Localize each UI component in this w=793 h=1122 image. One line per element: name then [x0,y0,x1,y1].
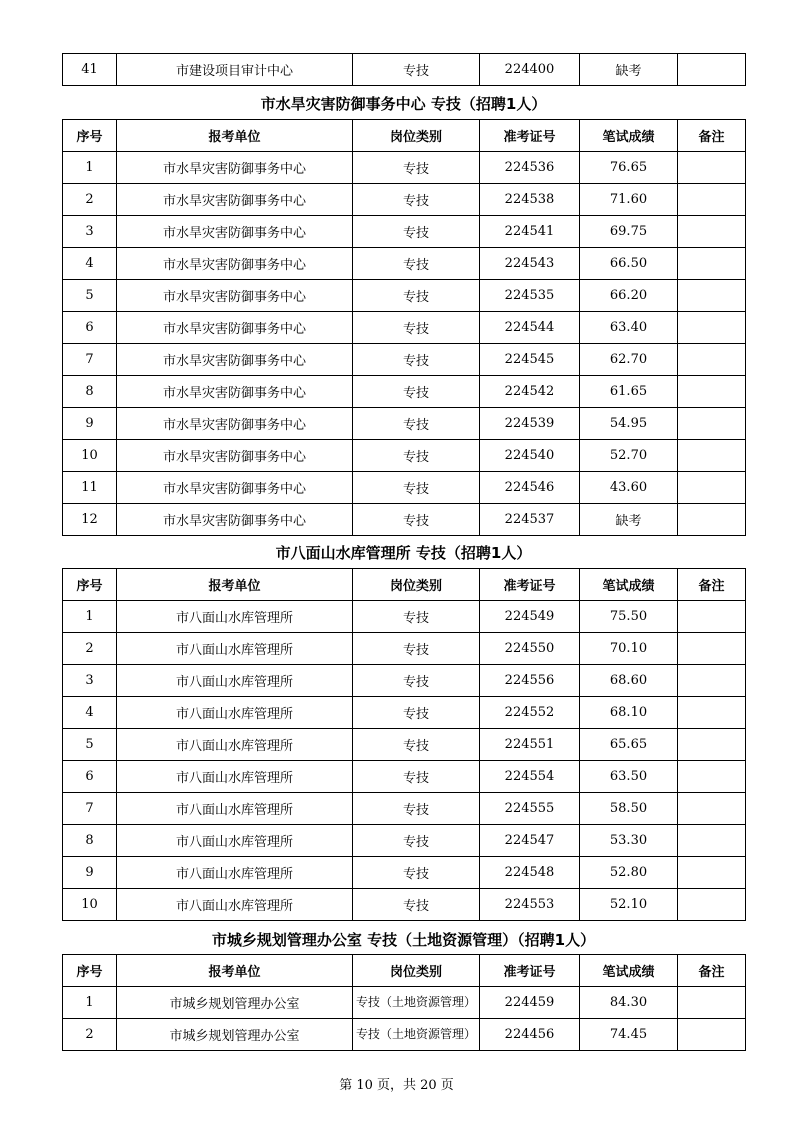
table-row [63,987,746,1019]
cell-exam-id: 224548 [480,857,580,889]
cell-unit: 市水旱灾害防御事务中心 [117,504,353,536]
cell-exam-id: 224555 [480,793,580,825]
header-category: 岗位类别 [353,120,480,152]
cell-score: 52.10 [580,889,678,921]
header-category: 岗位类别 [353,569,480,601]
table-row [63,440,746,472]
cell-unit: 市水旱灾害防御事务中心 [117,376,353,408]
cell-category: 专技 [353,280,480,312]
cell-exam-id: 224540 [480,440,580,472]
cell-exam-id: 224545 [480,344,580,376]
header-exam-id: 准考证号 [480,955,580,987]
cell-unit: 市八面山水库管理所 [117,793,353,825]
cell-unit: 市八面山水库管理所 [117,665,353,697]
cell-unit: 市八面山水库管理所 [117,761,353,793]
cell-category: 专技 [353,761,480,793]
cell-note [678,857,746,889]
cell-score: 68.60 [580,665,678,697]
cell-exam-id: 224542 [480,376,580,408]
cell-exam-id: 224546 [480,472,580,504]
header-note: 备注 [678,120,746,152]
table-row [63,825,746,857]
table-row [63,633,746,665]
cell-category: 专技（土地资源管理） [353,1019,480,1051]
top-table [62,53,746,86]
table-row [63,793,746,825]
header-score: 笔试成绩 [580,569,678,601]
cell-score: 75.50 [580,601,678,633]
table-row [63,344,746,376]
cell-unit: 市水旱灾害防御事务中心 [117,312,353,344]
cell-category: 专技 [353,408,480,440]
cell-unit: 市水旱灾害防御事务中心 [117,440,353,472]
header-exam-id: 准考证号 [480,569,580,601]
cell-score: 74.45 [580,1019,678,1051]
cell-category: 专技 [353,857,480,889]
cell-exam-id: 224539 [480,408,580,440]
cell-no: 6 [63,761,117,793]
cell-unit: 市八面山水库管理所 [117,729,353,761]
cell-category: 专技 [353,825,480,857]
cell-category: 专技 [353,504,480,536]
cell-exam-id: 224400 [480,54,580,86]
cell-score: 43.60 [580,472,678,504]
cell-exam-id: 224544 [480,312,580,344]
table-row [63,601,746,633]
cell-score: 70.10 [580,633,678,665]
cell-exam-id: 224456 [480,1019,580,1051]
cell-note [678,344,746,376]
cell-note [678,54,746,86]
cell-score: 52.80 [580,857,678,889]
table-row [63,216,746,248]
cell-no: 9 [63,408,117,440]
cell-note [678,761,746,793]
cell-exam-id: 224541 [480,216,580,248]
results-table [62,568,746,921]
section-title: 市城乡规划管理办公室 专技（土地资源管理）（招聘1人） [211,931,596,949]
cell-no: 3 [63,665,117,697]
cell-note [678,280,746,312]
cell-no: 3 [63,216,117,248]
cell-category: 专技 [353,440,480,472]
cell-score: 68.10 [580,697,678,729]
cell-exam-id: 224550 [480,633,580,665]
cell-note [678,889,746,921]
cell-score: 65.65 [580,729,678,761]
cell-no: 8 [63,376,117,408]
cell-score: 66.20 [580,280,678,312]
table-row [63,665,746,697]
header-exam-id: 准考证号 [480,120,580,152]
cell-no: 10 [63,440,117,472]
cell-note [678,312,746,344]
cell-no: 4 [63,697,117,729]
cell-score: 缺考 [580,504,678,536]
cell-unit: 市水旱灾害防御事务中心 [117,408,353,440]
cell-category: 专技 [353,729,480,761]
cell-no: 9 [63,857,117,889]
cell-note [678,793,746,825]
cell-note [678,440,746,472]
table-row [63,504,746,536]
cell-unit: 市水旱灾害防御事务中心 [117,344,353,376]
cell-unit: 市水旱灾害防御事务中心 [117,472,353,504]
table-row [63,761,746,793]
cell-category: 专技 [353,152,480,184]
cell-no: 1 [63,152,117,184]
cell-score: 62.70 [580,344,678,376]
cell-note [678,601,746,633]
header-unit: 报考单位 [117,569,353,601]
cell-score: 58.50 [580,793,678,825]
cell-category: 专技 [353,54,480,86]
cell-no: 12 [63,504,117,536]
cell-score: 61.65 [580,376,678,408]
cell-unit: 市八面山水库管理所 [117,697,353,729]
cell-note [678,1019,746,1051]
cell-unit: 市八面山水库管理所 [117,889,353,921]
header-score: 笔试成绩 [580,955,678,987]
cell-category: 专技 [353,793,480,825]
cell-category: 专技 [353,697,480,729]
table-row [63,54,746,86]
cell-score: 66.50 [580,248,678,280]
table-row [63,472,746,504]
table-header-row [63,120,746,152]
header-no: 序号 [63,120,117,152]
cell-unit: 市水旱灾害防御事务中心 [117,280,353,312]
table-row [63,1019,746,1051]
cell-score: 63.50 [580,761,678,793]
cell-unit: 市八面山水库管理所 [117,633,353,665]
cell-note [678,184,746,216]
header-score: 笔试成绩 [580,120,678,152]
cell-exam-id: 224554 [480,761,580,793]
section-title: 市八面山水库管理所 专技（招聘1人） [275,544,532,562]
cell-unit: 市水旱灾害防御事务中心 [117,152,353,184]
section-title: 市水旱灾害防御事务中心 专技（招聘1人） [260,95,547,113]
cell-note [678,987,746,1019]
cell-no: 4 [63,248,117,280]
cell-note [678,472,746,504]
cell-note [678,216,746,248]
cell-category: 专技 [353,312,480,344]
cell-note [678,665,746,697]
cell-category: 专技 [353,216,480,248]
header-no: 序号 [63,955,117,987]
cell-score: 54.95 [580,408,678,440]
cell-note [678,697,746,729]
cell-score: 71.60 [580,184,678,216]
cell-note [678,376,746,408]
header-no: 序号 [63,569,117,601]
cell-no: 2 [63,1019,117,1051]
cell-exam-id: 224547 [480,825,580,857]
cell-note [678,408,746,440]
table-header-row [63,955,746,987]
cell-exam-id: 224552 [480,697,580,729]
table-row [63,857,746,889]
cell-unit: 市八面山水库管理所 [117,857,353,889]
cell-exam-id: 224538 [480,184,580,216]
cell-score: 84.30 [580,987,678,1019]
cell-note [678,729,746,761]
cell-category: 专技 [353,344,480,376]
cell-score: 76.65 [580,152,678,184]
cell-no: 10 [63,889,117,921]
cell-no: 2 [63,184,117,216]
cell-no: 1 [63,987,117,1019]
cell-no: 6 [63,312,117,344]
table-row [63,408,746,440]
cell-note [678,504,746,536]
cell-score: 缺考 [580,54,678,86]
cell-no: 41 [63,54,117,86]
cell-category: 专技 [353,376,480,408]
cell-score: 69.75 [580,216,678,248]
cell-category: 专技 [353,665,480,697]
header-category: 岗位类别 [353,955,480,987]
cell-no: 5 [63,729,117,761]
header-unit: 报考单位 [117,955,353,987]
cell-no: 11 [63,472,117,504]
cell-no: 1 [63,601,117,633]
table-row [63,889,746,921]
cell-exam-id: 224551 [480,729,580,761]
cell-note [678,248,746,280]
cell-unit: 市城乡规划管理办公室 [117,1019,353,1051]
cell-unit: 市八面山水库管理所 [117,825,353,857]
cell-category: 专技 [353,889,480,921]
cell-unit: 市水旱灾害防御事务中心 [117,216,353,248]
cell-category: 专技（土地资源管理） [353,987,480,1019]
cell-exam-id: 224543 [480,248,580,280]
header-note: 备注 [678,955,746,987]
header-note: 备注 [678,569,746,601]
cell-unit: 市水旱灾害防御事务中心 [117,184,353,216]
table-row [63,248,746,280]
cell-no: 5 [63,280,117,312]
results-table [62,954,746,1051]
cell-exam-id: 224535 [480,280,580,312]
table-header-row [63,569,746,601]
cell-score: 52.70 [580,440,678,472]
cell-exam-id: 224556 [480,665,580,697]
results-table [62,119,746,536]
cell-score: 63.40 [580,312,678,344]
cell-unit: 市城乡规划管理办公室 [117,987,353,1019]
cell-category: 专技 [353,633,480,665]
cell-note [678,152,746,184]
cell-category: 专技 [353,248,480,280]
table-row [63,729,746,761]
table-row [63,376,746,408]
cell-category: 专技 [353,601,480,633]
cell-exam-id: 224537 [480,504,580,536]
cell-no: 2 [63,633,117,665]
header-unit: 报考单位 [117,120,353,152]
cell-no: 8 [63,825,117,857]
cell-note [678,633,746,665]
cell-category: 专技 [353,184,480,216]
cell-unit: 市八面山水库管理所 [117,601,353,633]
cell-no: 7 [63,793,117,825]
table-row [63,312,746,344]
table-row [63,184,746,216]
cell-unit: 市建设项目审计中心 [117,54,353,86]
table-row [63,152,746,184]
cell-exam-id: 224549 [480,601,580,633]
cell-exam-id: 224553 [480,889,580,921]
cell-no: 7 [63,344,117,376]
cell-exam-id: 224536 [480,152,580,184]
cell-unit: 市水旱灾害防御事务中心 [117,248,353,280]
cell-exam-id: 224459 [480,987,580,1019]
page-footer: 第 10 页，共 20 页 [339,1078,454,1093]
cell-score: 53.30 [580,825,678,857]
cell-category: 专技 [353,472,480,504]
cell-note [678,825,746,857]
table-row [63,697,746,729]
table-row [63,280,746,312]
